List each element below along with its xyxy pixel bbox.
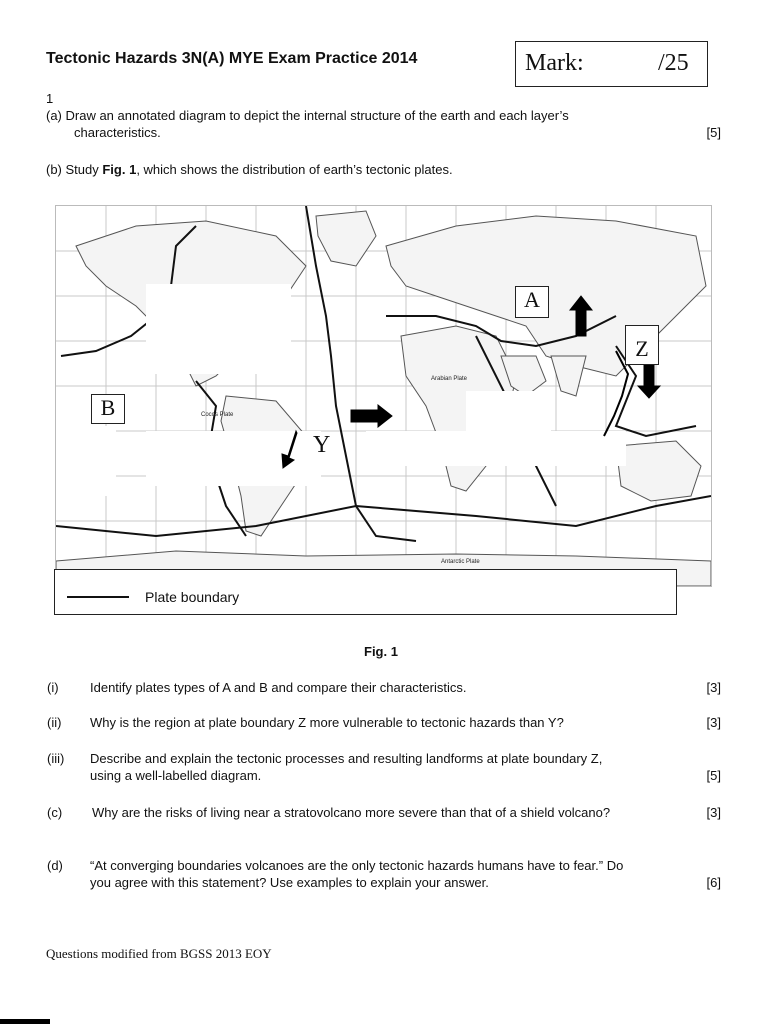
map-legend	[54, 569, 677, 615]
subq-text: Why are the risks of living near a stratovolcano more severe than that of a shield volcano?	[92, 805, 611, 820]
subq-text-cont: you agree with this statement? Use examples to explain your answer.	[90, 875, 489, 890]
question-a-marks: [5]	[706, 125, 721, 140]
label-y: Y	[313, 432, 331, 458]
map-label-arabian: Arabian Plate	[431, 376, 468, 382]
subq-marks: [6]	[706, 875, 721, 890]
mark-label: Mark:	[525, 50, 584, 76]
subq-num: (ii)	[47, 715, 62, 730]
figure-caption: Fig. 1	[364, 644, 398, 659]
question-a-text-cont: characteristics.	[74, 125, 161, 140]
question-b-text: (b) Study Fig. 1, which shows the distribution of earth’s tectonic plates.	[46, 162, 453, 177]
subq-text-cont: using a well-labelled diagram.	[90, 768, 262, 783]
subq-text: Why is the region at plate boundary Z more vulnerable to tectonic hazards than Y?	[90, 715, 564, 730]
world-map-figure	[55, 205, 712, 587]
subq-marks: [3]	[706, 680, 721, 695]
label-b-box: B	[91, 394, 125, 424]
subq-num: (iii)	[47, 751, 65, 766]
label-a-box: A	[515, 286, 549, 318]
map-label-cocos: Cocos Plate	[201, 412, 234, 418]
subq-marks: [3]	[706, 715, 721, 730]
page-title: Tectonic Hazards 3N(A) MYE Exam Practice 2014	[46, 50, 418, 67]
world-map	[56, 206, 711, 586]
arrow-africa-icon	[351, 405, 392, 427]
subq-text: Identify plates types of A and B and compare their characteristics.	[90, 680, 467, 695]
mark-box	[515, 41, 708, 87]
mark-total: /25	[658, 50, 689, 76]
arrow-z-icon	[638, 361, 660, 398]
page-edge-mark	[0, 1019, 50, 1024]
legend-text: Plate boundary	[145, 589, 240, 605]
subq-marks: [3]	[706, 805, 721, 820]
subq-text: Describe and explain the tectonic processes and resulting landforms at plate boundary Z,	[90, 751, 603, 766]
plate-boundary-line-icon	[67, 596, 129, 598]
subq-text: “At converging boundaries volcanoes are the only tectonic hazards humans have to fear.” Do	[90, 858, 624, 873]
subq-marks: [5]	[706, 768, 721, 783]
question-number: 1	[46, 91, 54, 106]
subq-num: (i)	[47, 680, 59, 695]
map-label-antarctic: Antarctic Plate	[441, 559, 480, 565]
footer-note: Questions modified from BGSS 2013 EOY	[46, 946, 272, 961]
subq-num: (d)	[47, 858, 63, 873]
question-a-text: (a) Draw an annotated diagram to depict the internal structure of the earth and each layer’s	[46, 108, 569, 123]
subq-num: (c)	[47, 805, 63, 820]
label-z-box: Z	[625, 325, 659, 365]
